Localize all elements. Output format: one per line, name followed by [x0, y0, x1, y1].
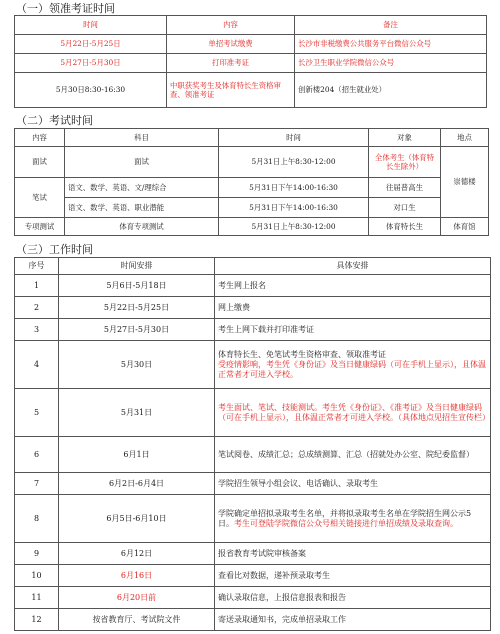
target-cell: 全体考生（体育特长生除外） — [369, 147, 441, 178]
no-cell: 4 — [15, 341, 59, 389]
time-cell: 5月31日下午14:00-16:30 — [219, 178, 369, 198]
section1-title: （一）领准考证时间 — [16, 2, 115, 15]
target-cell: 对口生 — [369, 198, 441, 218]
no-cell: 6 — [15, 437, 59, 473]
no-cell: 5 — [15, 389, 59, 437]
task-cell: 学院招生领导小组会议、电话确认、录取考生 — [215, 473, 491, 495]
task-cell: 笔试阅卷、成绩汇总；总成绩测算、汇总（招就处办公室、院纪委监督） — [215, 437, 491, 473]
header-time: 时间安排 — [59, 258, 215, 275]
task-cell — [215, 495, 491, 543]
table-header-row — [15, 258, 491, 275]
time-cell: 5月30日 — [59, 341, 215, 389]
time-cell: 5月31日上午8:30-12:00 — [219, 147, 369, 178]
time-cell: 6月12日 — [59, 543, 215, 565]
header-task: 具体安排 — [215, 258, 491, 275]
target-cell: 体育特长生 — [369, 218, 441, 236]
task-cell: 考生网上报名 — [215, 275, 491, 297]
table-row — [15, 543, 491, 565]
header-note: 备注 — [295, 16, 487, 35]
header-type: 内容 — [15, 129, 65, 147]
time-cell: 5月27日-5月30日 — [15, 54, 167, 73]
table-row — [15, 609, 491, 631]
no-cell: 2 — [15, 297, 59, 319]
content-cell: 单招考试缴费 — [167, 35, 295, 54]
task-text: 体育特长生、免笔试考生资格审查、领取准考证 — [218, 349, 386, 359]
content-cell: 中职获奖考生及体育特长生资格审查、领准考证 — [167, 73, 295, 108]
table-row — [15, 54, 487, 73]
task-text: 学院确定单招拟录取考生名单，并将拟录取考生名单在学院招生网公示5日。 — [218, 508, 472, 528]
subject-cell: 语文、数学、英语、职业潜能 — [65, 198, 219, 218]
no-cell: 12 — [15, 609, 59, 631]
target-cell: 往届普高生 — [369, 178, 441, 198]
header-content: 内容 — [167, 16, 295, 35]
table-row — [15, 565, 491, 587]
subject-cell: 语文、数学、英语、文/理综合 — [65, 178, 219, 198]
section2-title: （二）考试时间 — [16, 114, 93, 127]
header-time: 时间 — [15, 16, 167, 35]
exam-ticket-table — [14, 15, 487, 108]
no-cell: 3 — [15, 319, 59, 341]
time-cell: 按省教育厅、考试院文件 — [59, 609, 215, 631]
time-cell: 6月16日 — [59, 565, 215, 587]
time-cell: 5月27日-5月30日 — [59, 319, 215, 341]
table-row — [15, 297, 491, 319]
table-row — [15, 437, 491, 473]
no-cell: 9 — [15, 543, 59, 565]
no-cell: 10 — [15, 565, 59, 587]
table-header-row — [15, 16, 487, 35]
time-cell: 5月30日8:30-16:30 — [15, 73, 167, 108]
task-cell: 报省教育考试院审核备案 — [215, 543, 491, 565]
no-cell: 11 — [15, 587, 59, 609]
table-row — [15, 73, 487, 108]
table-row — [15, 587, 491, 609]
work-schedule-table — [14, 257, 491, 631]
no-cell: 8 — [15, 495, 59, 543]
task-cell: 网上缴费 — [215, 297, 491, 319]
time-cell: 6月1日 — [59, 437, 215, 473]
table-row — [15, 275, 491, 297]
header-no: 序号 — [15, 258, 59, 275]
subject-cell: 面试 — [65, 147, 219, 178]
type-cell: 专项测试 — [15, 218, 65, 236]
time-cell: 6月2日-6月4日 — [59, 473, 215, 495]
no-cell: 7 — [15, 473, 59, 495]
exam-time-table — [14, 128, 489, 236]
time-cell: 5月22日-5月25日 — [59, 297, 215, 319]
table-row — [15, 319, 491, 341]
place-cell: 崇德楼 — [441, 147, 489, 218]
table-row — [15, 495, 491, 543]
no-cell: 1 — [15, 275, 59, 297]
time-cell: 5月31日上午8:30-12:00 — [219, 218, 369, 236]
content-cell: 打印准考证 — [167, 54, 295, 73]
header-place: 地点 — [441, 129, 489, 147]
task-notice: 受疫情影响，考生凭《身份证》及当日健康绿码（可在手机上显示），且体温正常者才可进入学校。 — [218, 359, 486, 379]
task-cell: 确认录取信息，上报信息报表和报告 — [215, 587, 491, 609]
time-cell: 6月5日-6月10日 — [59, 495, 215, 543]
type-cell: 面试 — [15, 147, 65, 178]
task-cell: 寄送录取通知书，完成单招录取工作 — [215, 609, 491, 631]
table-row — [15, 341, 491, 389]
note-cell: 长沙卫生职业学院微信公众号 — [295, 54, 487, 73]
time-cell: 5月31日下午14:00-16:30 — [219, 198, 369, 218]
table-row — [15, 389, 491, 437]
header-time: 时间 — [219, 129, 369, 147]
header-subject: 科目 — [65, 129, 219, 147]
task-cell: 考生上网下载并打印准考证 — [215, 319, 491, 341]
table-row — [15, 178, 489, 198]
time-cell: 6月20日前 — [59, 587, 215, 609]
task-cell: 考生面试、笔试、技能测试。考生凭《身份证》、《准考证》及当日健康绿码（可在手机上显示），且体温正常者才可进入学校。（具体地点见招生宣传栏） — [215, 389, 491, 437]
table-row — [15, 473, 491, 495]
type-cell: 笔试 — [15, 178, 65, 218]
task-cell — [215, 341, 491, 389]
place-cell: 体育馆 — [441, 218, 489, 236]
time-cell: 5月22日-5月25日 — [15, 35, 167, 54]
section3-title: （三）工作时间 — [16, 243, 93, 256]
table-row — [15, 35, 487, 54]
task-cell: 查看比对数据，递补预录取考生 — [215, 565, 491, 587]
table-row — [15, 198, 489, 218]
header-target: 对象 — [369, 129, 441, 147]
note-cell: 创新楼204（招生就业处） — [295, 73, 487, 108]
table-row — [15, 218, 489, 236]
table-row — [15, 147, 489, 178]
time-cell: 5月31日 — [59, 389, 215, 437]
note-cell: 长沙市非税缴费公共服务平台微信公众号 — [295, 35, 487, 54]
table-header-row — [15, 129, 489, 147]
time-cell: 5月6日-5月18日 — [59, 275, 215, 297]
task-notice: 考生可登陆学院微信公众号相关链接进行单招成绩及录取查询。 — [234, 518, 458, 528]
subject-cell: 体育专项测试 — [65, 218, 219, 236]
